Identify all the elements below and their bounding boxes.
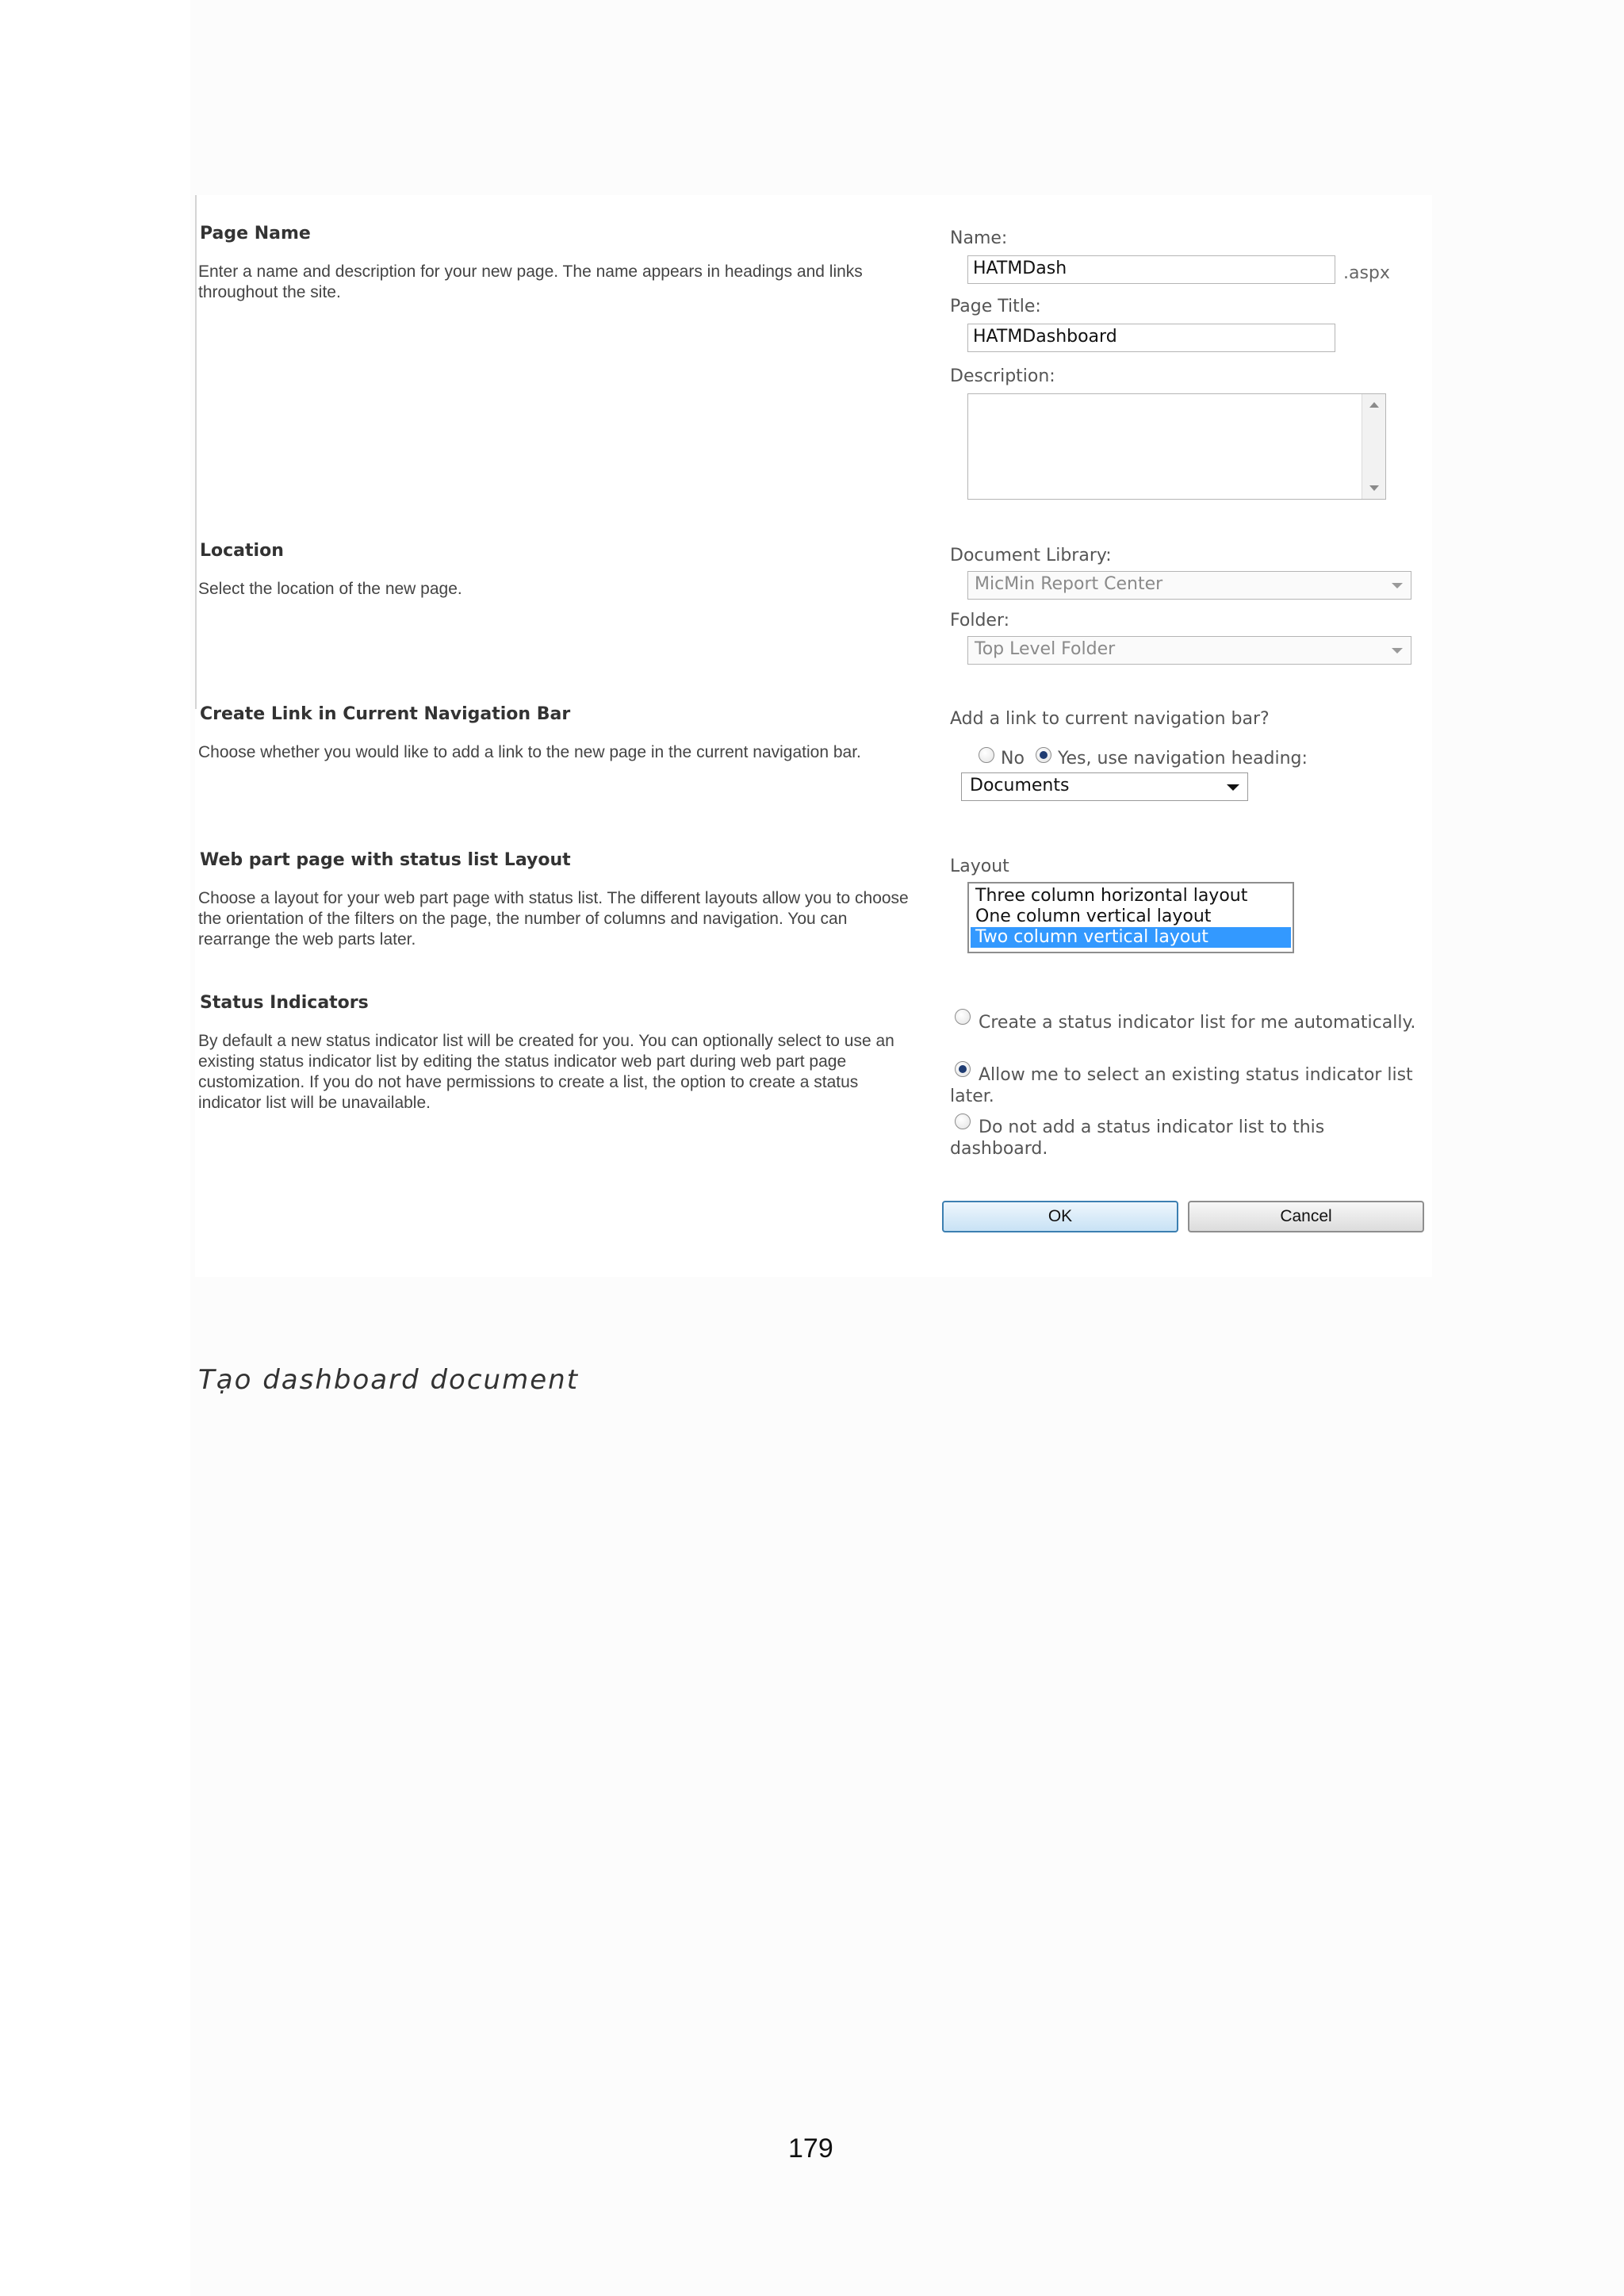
layout-option[interactable]: Three column horizontal layout [975, 886, 1248, 906]
scroll-up-icon[interactable] [1369, 402, 1379, 408]
document-library-label: Document Library: [950, 546, 1112, 565]
status-indicators-heading: Status Indicators [200, 993, 369, 1013]
location-description: Select the location of the new page. [198, 580, 462, 598]
nav-yes-radio[interactable] [1036, 747, 1051, 763]
layout-description: Choose a layout for your web part page with status list. The different layouts allow you to choose the orientation of the filters on the page, the number of columns and navigation. You can rearrange the web parts later. [198, 889, 909, 949]
description-label: Description: [950, 366, 1055, 386]
page-name-heading: Page Name [200, 224, 311, 243]
new-web-part-page-form [195, 195, 1432, 1277]
nav-yes-label: Yes, use navigation heading: [1058, 749, 1308, 769]
layout-label: Layout [950, 857, 1009, 876]
nav-no-label: No [1001, 749, 1025, 769]
description-scrollbar[interactable] [1362, 394, 1385, 499]
ok-button[interactable]: OK [942, 1201, 1178, 1232]
nav-question-label: Add a link to current navigation bar? [950, 709, 1270, 729]
chevron-down-icon [1392, 583, 1403, 588]
location-heading: Location [200, 541, 284, 561]
folder-label: Folder: [950, 611, 1010, 631]
nav-heading-select[interactable] [961, 772, 1248, 801]
layout-option-selected[interactable]: Two column vertical layout [971, 927, 1291, 948]
nav-link-description: Choose whether you would like to add a link to the new page in the current navigation bar. [198, 743, 861, 761]
layout-option[interactable]: One column vertical layout [975, 907, 1212, 926]
nav-no-radio[interactable] [979, 747, 994, 763]
description-textarea[interactable] [967, 393, 1386, 500]
page-title-input[interactable]: HATMDashboard [967, 324, 1335, 352]
figure-caption: Tạo dashboard document [198, 1364, 580, 1396]
layout-heading: Web part page with status list Layout [200, 850, 571, 870]
chevron-down-icon [1392, 648, 1403, 654]
status-none-label: Do not add a status indicator list to this dashboard. [950, 1117, 1325, 1159]
name-extension-label: .aspx [1343, 263, 1390, 283]
chevron-down-icon [1227, 784, 1239, 791]
page-number: 179 [788, 2133, 833, 2164]
page-title-label: Page Title: [950, 297, 1041, 316]
nav-heading-value: Documents [970, 776, 1070, 795]
folder-select[interactable] [967, 636, 1411, 665]
name-label: Name: [950, 228, 1008, 248]
nav-link-heading: Create Link in Current Navigation Bar [200, 704, 571, 724]
status-create-label: Create a status indicator list for me automatically. [979, 1013, 1416, 1033]
section-divider-line [195, 195, 197, 709]
scroll-down-icon[interactable] [1369, 485, 1379, 491]
name-input[interactable]: HATMDash [967, 255, 1335, 284]
folder-value: Top Level Folder [975, 639, 1116, 659]
status-existing-label: Allow me to select an existing status indicator list later. [950, 1065, 1413, 1106]
layout-listbox[interactable] [967, 882, 1294, 953]
document-library-value: MicMin Report Center [975, 574, 1163, 594]
status-indicators-description: By default a new status indicator list will be created for you. You can optionally select to use an existing status indicator list by editing the status indicator web part during web part page customization. If you do not have permissions to create a list, the option to create a status indicator list will be unavailable. [198, 1032, 894, 1112]
page-name-description: Enter a name and description for your new page. The name appears in headings and links throughout the site. [198, 263, 863, 301]
cancel-button[interactable]: Cancel [1188, 1201, 1424, 1232]
document-library-select[interactable] [967, 571, 1411, 600]
